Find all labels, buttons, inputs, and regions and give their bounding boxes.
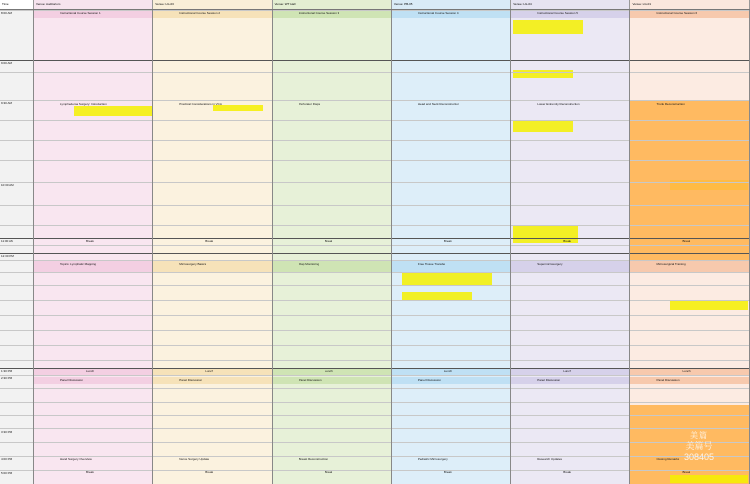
- time-slot: 3:30 PM: [1, 430, 13, 434]
- time-slot: 9:00 AM: [1, 61, 13, 65]
- session-title: Instructional Course Session 5: [537, 11, 578, 15]
- break-label: Break: [86, 470, 94, 474]
- time-slot: 8:00 AM: [1, 11, 13, 15]
- venue-column-4: [392, 10, 511, 484]
- break-label: Lunch: [682, 369, 691, 373]
- session-title: Supermicrosurgery: [537, 262, 563, 266]
- venue-header-4: Venue: PB-05: [392, 0, 511, 9]
- session-title: Microsurgical Training: [656, 262, 686, 266]
- watermark-line-2: 308405: [683, 452, 715, 462]
- highlight-block: [630, 100, 749, 260]
- session-title: Panel Discussion: [179, 378, 203, 382]
- session-title: Perforator Flaps: [298, 102, 321, 106]
- time-slot: 2:30 PM: [1, 376, 13, 380]
- session-title: Instructional Course Session 4: [417, 11, 459, 15]
- session-title: Panel Discussion: [417, 378, 441, 382]
- break-label: Break: [443, 470, 452, 474]
- time-slot: 4:00 PM: [1, 457, 13, 461]
- break-label: Break: [86, 239, 94, 243]
- session-title: Flap Monitoring: [298, 262, 320, 266]
- session-title: Trunk Reconstruction: [656, 102, 685, 106]
- session-title: Instructional Course Session 6: [656, 11, 698, 15]
- session-title: Head and Neck Reconstruction: [417, 102, 460, 106]
- session-title: Instructional Course Session 1: [60, 11, 101, 15]
- break-label: Lunch: [563, 369, 572, 373]
- session-title: Lymphedema Surgery: Introduction: [60, 102, 107, 106]
- session-title: Panel Discussion: [656, 378, 680, 382]
- break-label: Break: [563, 470, 572, 474]
- venue-header-5: Venue: LG-04: [511, 0, 630, 9]
- break-label: Lunch: [324, 369, 333, 373]
- venue-header-3: Venue: WT Hall: [273, 0, 392, 9]
- break-label: Break: [324, 470, 333, 474]
- highlight-block: [74, 106, 153, 116]
- session-title: Practical Considerations in VCA: [179, 102, 222, 106]
- venue-header-2: Venue: LG-03: [153, 0, 272, 9]
- break-label: Lunch: [205, 369, 214, 373]
- highlight-block: [670, 475, 748, 483]
- venue-column-1: [34, 10, 153, 484]
- watermark: [654, 430, 744, 476]
- venue-column-2: [153, 10, 272, 484]
- break-label: Break: [324, 239, 333, 243]
- time-slot: 11:00 AM: [1, 239, 14, 243]
- session-title: Panel Discussion: [298, 378, 322, 382]
- session-title: Panel Discussion: [537, 378, 561, 382]
- session-title: Nerve Surgery Update: [179, 457, 210, 461]
- time-slot: 12:30 PM: [1, 254, 14, 258]
- venue-header-1: Venue: Auditorium: [34, 0, 153, 9]
- break-label: Break: [443, 239, 452, 243]
- venue-column-6: [630, 10, 749, 484]
- break-label: Break: [563, 239, 572, 243]
- time-slot: 1:30 PM: [1, 369, 13, 373]
- watermark-logo: 美篇: [690, 431, 708, 440]
- highlight-block: [402, 292, 472, 300]
- session-title: Closing Remarks: [656, 457, 680, 461]
- session-title: Topics: Lymphatic Mapping: [60, 262, 97, 266]
- highlight-block: [402, 272, 492, 286]
- break-label: Break: [205, 239, 214, 243]
- break-label: Lunch: [86, 369, 95, 373]
- watermark-line-1: 美篇号: [685, 441, 713, 451]
- venue-column-3: [273, 10, 392, 484]
- session-title: Microsurgery Basics: [179, 262, 207, 266]
- time-column: [0, 10, 34, 484]
- highlight-block: [670, 300, 748, 310]
- session-title: Pediatric Microsurgery: [417, 457, 448, 461]
- session-title: Breast Reconstruction: [298, 457, 329, 461]
- session-title: Instructional Course Session 3: [298, 11, 340, 15]
- session-title: Lower Extremity Reconstruction: [537, 102, 580, 106]
- session-title: Panel Discussion: [60, 378, 84, 382]
- time-slot: 10:30 AM: [1, 183, 14, 187]
- time-column-header: Time: [0, 0, 34, 9]
- session-title: Research Updates: [537, 457, 563, 461]
- session-title: Instructional Course Session 2: [179, 11, 220, 15]
- schedule-grid: [0, 10, 750, 484]
- time-slot: 5:00 PM: [1, 471, 13, 475]
- break-label: Break: [682, 239, 691, 243]
- break-label: Lunch: [443, 369, 453, 373]
- schedule-header: [0, 0, 750, 10]
- highlight-block: [513, 120, 573, 132]
- venue-column-5: [511, 10, 630, 484]
- break-label: Break: [682, 470, 691, 474]
- highlight-block: [513, 20, 583, 34]
- venue-header-6: Venue: LG-01: [630, 0, 749, 9]
- session-title: Free Tissue Transfer: [417, 262, 446, 266]
- session-title: Hand Surgery Overview: [60, 457, 92, 461]
- time-slot: 9:30 AM: [1, 101, 13, 105]
- break-label: Break: [205, 470, 214, 474]
